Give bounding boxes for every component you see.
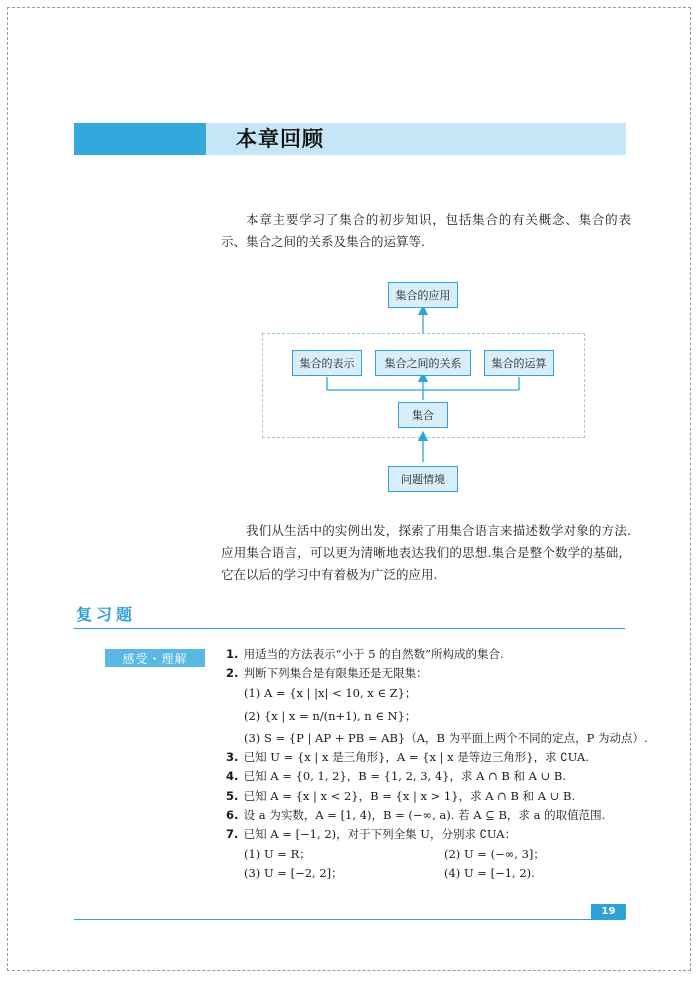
exercise-7 (226, 825, 646, 844)
exercise-5 (226, 787, 646, 806)
review-divider (74, 628, 625, 629)
exercise-1 (226, 645, 646, 664)
exercise-2 (226, 664, 646, 683)
exercise-number: 2. (226, 666, 239, 681)
exercise-number: 5. (226, 788, 239, 803)
exercise-number: 3. (226, 750, 239, 765)
exercise-text: 设 a 为实数，A = [1, 4)，B = (−∞, a). 若 A ⊆ B，求 a 的取值范围. (243, 808, 606, 823)
box-representation: 集合的表示 (292, 350, 362, 376)
box-application: 集合的应用 (388, 282, 458, 308)
box-relations: 集合之间的关系 (375, 350, 471, 376)
exercise-number: 6. (226, 808, 239, 823)
banner-accent-block (74, 123, 206, 155)
exercise-text: 判断下列集合是有限集还是无限集： (243, 666, 428, 681)
exercise-7-parts-row-2 (226, 864, 646, 883)
exercise-7-part-3: (3) U = [−2, 2]； (244, 865, 343, 880)
exercise-text: 已知 A = [−1, 2)，对于下列全集 U，分别求 ∁UA： (243, 827, 517, 842)
footer-rule (74, 919, 625, 920)
page-number: 19 (591, 904, 626, 919)
exercise-4 (226, 767, 646, 786)
exercise-2-part-2: (2) {x | x = n/(n+1), n ∈ N}； (244, 708, 417, 723)
exercise-3 (226, 748, 646, 767)
exercise-text: 用适当的方法表示“小于 5 的自然数”所构成的集合. (243, 647, 504, 661)
exercise-7-part-1: (1) U = R； (244, 846, 311, 861)
chapter-title: 本章回顾 (236, 127, 324, 151)
summary-paragraph: 我们从生活中的实例出发，探索了用集合语言来描述数学对象的方法.应用集合语言，可以更为清晰地表达我们的思想.集合是整个数学的基础，它在以后的学习中有着极为广泛的应用. (221, 523, 631, 582)
exercise-7-parts-row-1 (226, 845, 646, 864)
exercise-text: 已知 A = {0, 1, 2}，B = {1, 2, 3, 4}，求 A ∩ B 和 A ∪ B. (243, 769, 567, 784)
exercise-7-part-2: (2) U = (−∞, 3]； (444, 846, 545, 861)
box-set: 集合 (398, 402, 448, 428)
box-operations: 集合的运算 (484, 350, 554, 376)
intro-paragraph: 本章主要学习了集合的初步知识，包括集合的有关概念、集合的表示、集合之间的关系及集合的运算等. (221, 212, 631, 249)
exercise-6 (226, 806, 646, 825)
exercise-2-part-1: (1) A = {x | |x| < 10, x ∈ Z}； (244, 685, 417, 700)
review-title: 复习题 (76, 605, 137, 624)
box-problem-context: 问题情境 (388, 466, 458, 492)
exercise-2-part-3: (3) S = {P | AP + PB = AB}（A，B 为平面上两个不同的定点，P 为动点）. (244, 730, 648, 745)
exercise-text: 已知 A = {x | x < 2}，B = {x | x > 1}，求 A ∩ B 和 A ∪ B. (243, 788, 576, 803)
exercise-number: 4. (226, 769, 239, 784)
exercise-number: 1. (226, 647, 239, 661)
exercise-7-part-4: (4) U = [−1, 2). (444, 865, 535, 880)
exercise-number: 7. (226, 827, 239, 842)
exercise-list (226, 645, 646, 883)
exercise-text: 已知 U = {x | x 是三角形}，A = {x | x 是等边三角形}，求 ∁UA. (243, 750, 589, 765)
section-tag: 感受・理解 (105, 649, 205, 667)
